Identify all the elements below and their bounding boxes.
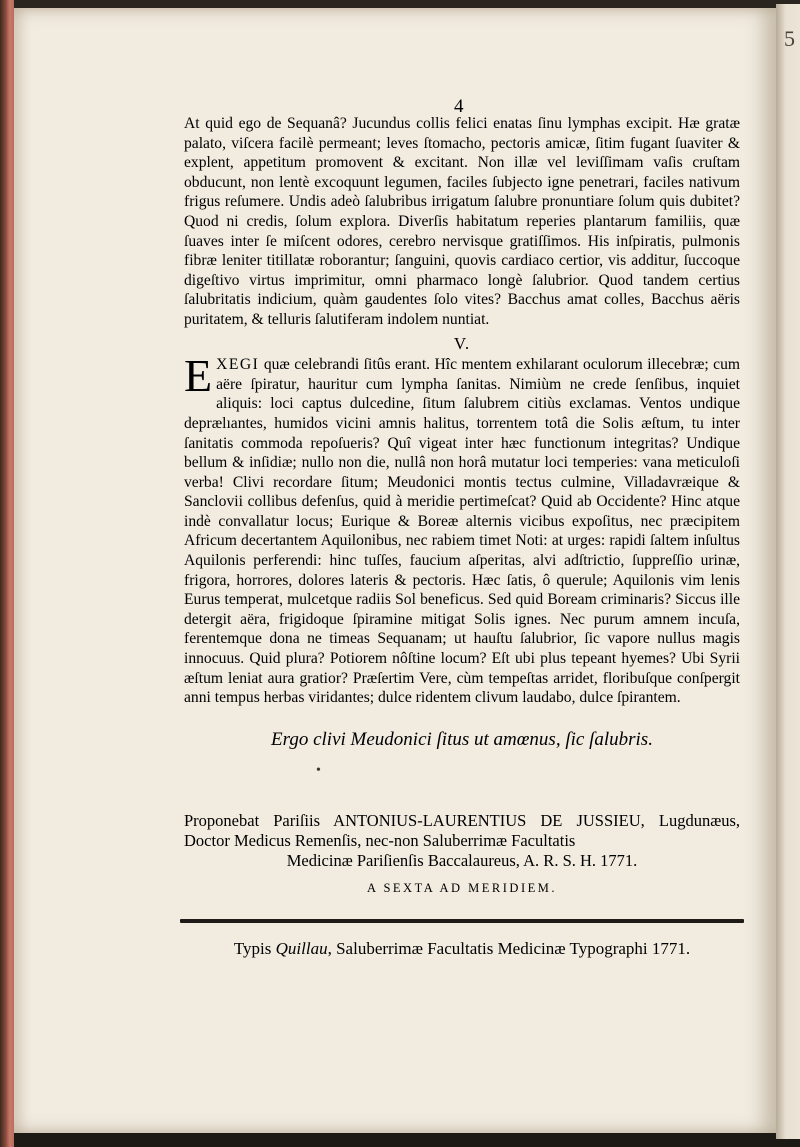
section-body: quæ celebrandi ſitûs erant. Hîc mentem exhilarant oculorum illecebræ; cum aëre ſpiratur, hauritur cum lympha ſanitas. Nimiùm ne crede ſenſibus, inquiet aliquis: loci captus dulcedine, ſitum ſalubrem citiùs exclamas. Ventos undique deprælıantes, humidos vicini amnis halitus, torrentem totâ die Solis æſtum, tu inter ſanitatis commoda repoſueris? Quî vigeat inter hæc functionum integritas? Undique bellum & inſidiæ; nullo non die, nullâ non horâ mutatur loci temperies: vana meticuloſi verba! Clivi recordare ſitum; Meudonici montis tectus culmine, Villadavræique & Sanclovii collibus defenſus, quid à meridie pertimeſcat? Quid ab Occidente? Hinc atque indè convallatur locus; Eurique & Boreæ alternis vicibus expoſitus, nec præcipitem Africum decertantem Aquilonibus, nec rabiem timet Noti: at urges: rapidi ſaltem inſultus Aquilonis perferendi: hinc tuſſes, faucium aſperitas, alvi adſtrictio, ſuppreſſio urinæ, frigora, horrores, dolores lateris & pectoris. Hæc ſatis, ô querule; Aquilonis vim lenis Eurus temperat, mulcetque radiis Sol beneficus. Sed quid Boream criminaris? Siccus ille detergit aëra, frigidoque ſpiramine mitigat Solis ignes. Nec purum amnem incuſa, ferentemque dona ne timeas Sequanam; ut hauſtu ſalubrior, ſic vapore nullus magis innocuus. Quid plura? Potiorem nôſtine locum? Eſt ubi plus tepeant hyemes? Ubi Syrii æſtum leniat aura gratior? Præſertim Vere, cùm tempeſtas arridet, floribuſque conſpergit anni tempus herbas viridantes; dulce ridentem clivum laudabo, dulce ſpirantem. [184, 356, 740, 707]
next-page-edge [776, 4, 800, 1139]
printer-rest: , Saluberrimæ Facultatis Medicinæ Typographi 1771. [327, 939, 691, 958]
next-page-number: 5 [784, 26, 795, 51]
section-first-words: XEGI [216, 356, 260, 374]
disputation-time: A SEXTA AD MERIDIEM. [367, 881, 557, 896]
section-paragraph [184, 350, 740, 708]
section-heading: V. [453, 333, 471, 353]
horizontal-rule [180, 919, 744, 923]
proponebat-block [184, 811, 740, 871]
printer-typis: Typis [233, 939, 272, 958]
page-number: 4 [454, 96, 464, 117]
intro-paragraph: At quid ego de Sequanâ? Jucundus collis felici enatas ſinu lymphas excipit. Hæ gratæ palato, viſcera facilè permeant; leves ſtomacho, pectoris amicæ, ſitim fugant ſuaviter & explent, appetitum promovent & excitant. Non illæ vel leviſſimam vaſis cruſtam obducunt, non lentè excoquunt legumen, faciles ſubjecto igne penetrari, faciles nativum frigus reſumere. Undis adeò ſalubribus irrigatum ſalubre pronuntiare ſolum quis dubitet? Quod ni credis, ſolum explora. Diverſis habitatum reperies plantarum familiis, quæ ſuaves inter ſe miſcent odores, cerebro nervisque gratiſſimos. His inſpiratis, pulmonis fibræ leniter titillatæ roborantur; ſanguini, quovis cardiaco certior, vis additur, ſuccoque digeſtivo virtus imprimitur, omni pharmaco longè ſalubrior. Quod tandem certius ſalubritatis indicium, quàm gaudentes ſolo vites? Bacchus amat colles, Bacchus aëris puritatem, & telluris ſalutiferam indolem nuntiat. [184, 115, 740, 328]
book-spine [0, 0, 14, 1147]
ornament-dot: • [316, 763, 321, 779]
proponebat-line-1: Proponebat Pariſiis ANTONIUS-LAURENTIUS DE JUSSIEU, Lugdunæus, Doctor Medicus Remenſis, nec-non Saluberrimæ Facultatis [184, 811, 740, 851]
printer-line [184, 939, 740, 959]
thesis-statement: Ergo clivi Meudonici ſitus ut amœnus, ſic ſalubris. [271, 728, 653, 750]
page-content [184, 114, 740, 959]
drop-cap: E [184, 350, 213, 402]
proponebat-line-2: Medicinæ Pariſienſis Baccalaureus, A. R. S. H. 1771. [286, 851, 638, 871]
printer-name: Quillau [275, 939, 328, 958]
